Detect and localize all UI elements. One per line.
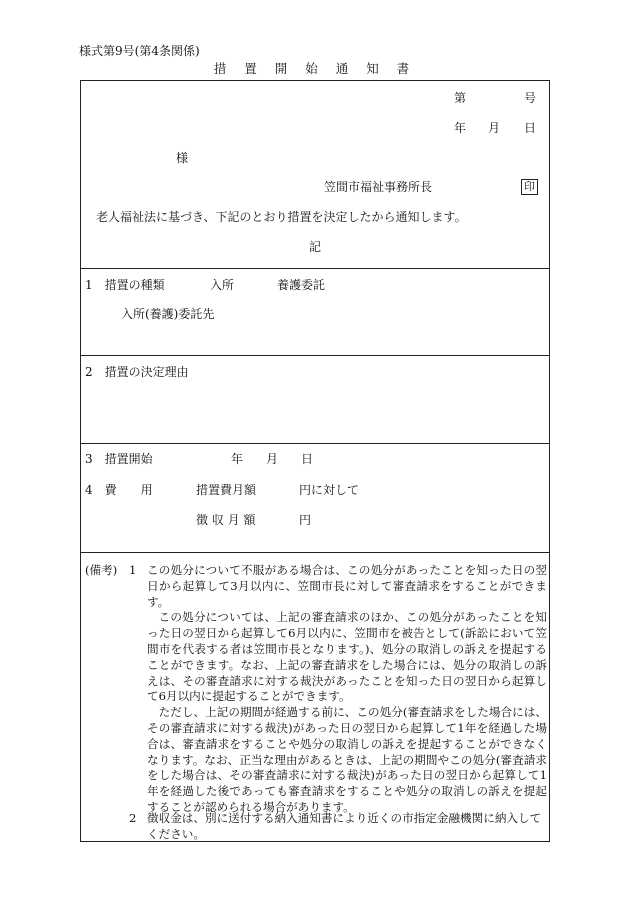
form-number-label: 様式第9号(第4条関係) <box>79 44 200 58</box>
option-care-entrust: 養護委託 <box>277 278 326 292</box>
date-day: 日 <box>524 121 537 135</box>
divider-3 <box>80 443 550 444</box>
divider-1 <box>80 268 550 269</box>
divider-2 <box>80 355 550 356</box>
collection-suffix: 円 <box>299 513 312 527</box>
remarks-item1-number: 1 <box>129 563 137 577</box>
remarks-item1-body <box>147 563 547 816</box>
remarks-head: (備考) <box>85 563 118 577</box>
divider-4 <box>80 552 550 553</box>
issuer-name: 笠間市福祉事務所長 <box>324 180 433 194</box>
monthly-fee-suffix: 円に対して <box>299 483 360 497</box>
monthly-fee-label: 措置費月額 <box>196 483 257 497</box>
start-month: 月 <box>266 452 279 466</box>
remarks-item2-body: 徴収金は、別に送付する納入通知書により近くの市指定金融機関に納入してください。 <box>147 811 542 841</box>
collection-label: 徴 収 月 額 <box>196 513 256 527</box>
addressee-sama: 様 <box>176 151 189 165</box>
remarks-item1-paragraph2: この処分については、上記の審査請求のほか、この処分があったことを知った日の翌日から起算して6月以内に、笠間市を被告として(訴訟において笠間市を代表する者は笠間市長となります。)、処分の取消しの訴えを提起することができます。なお、上記の審査請求をした場合には、処分の取消しの訴えは、その審査請求に対する裁決があったことを知った日の翌日から起算して6月以内に提起することができます。 <box>147 610 547 704</box>
remarks-item1-paragraph3: ただし、上記の期間が経過する前に、この処分(審査請求をした場合には、その審査請求に対する裁決)があった日の翌日から起算して1年を経過した場合は、審査請求をすることや処分の取消しの訴えを提起することができなくなります。なお、正当な理由があるときは、上記の期間やこの処分(審査請求をした場合は、その審査請求に対する裁決)があった日の翌日から起算して1年を経過した後であっても審査請求をすることや処分の取消しの訴えを提起することが認められる場合があります。 <box>147 705 547 814</box>
section4-label: 4 費 用 <box>85 483 153 497</box>
section1-label: 1 措置の種類 <box>85 278 165 292</box>
seal-mark <box>521 179 538 195</box>
remarks-item2-number: 2 <box>129 811 137 825</box>
option-admission: 入所 <box>210 278 235 292</box>
date-month: 月 <box>488 121 501 135</box>
section2-label: 2 措置の決定理由 <box>85 365 189 379</box>
seal-label: 印 <box>521 179 538 195</box>
destination-label: 入所(養護)委託先 <box>121 307 215 321</box>
number-dai: 第 <box>454 91 467 105</box>
remarks-item1-paragraph1: この処分について不服がある場合は、この処分があったことを知った日の翌日から起算して3月以内に、笠間市長に対して審査請求をすることができます。 <box>147 563 547 609</box>
number-go: 号 <box>524 91 537 105</box>
ki-label: 記 <box>309 240 322 254</box>
notice-statement: 老人福祉法に基づき、下記のとおり措置を決定したから通知します。 <box>96 210 467 224</box>
date-year: 年 <box>454 121 467 135</box>
section3-label: 3 措置開始 <box>85 452 153 466</box>
document-title: 措 置 開 始 通 知 書 <box>213 61 417 76</box>
start-day: 日 <box>301 452 314 466</box>
start-year: 年 <box>231 452 244 466</box>
